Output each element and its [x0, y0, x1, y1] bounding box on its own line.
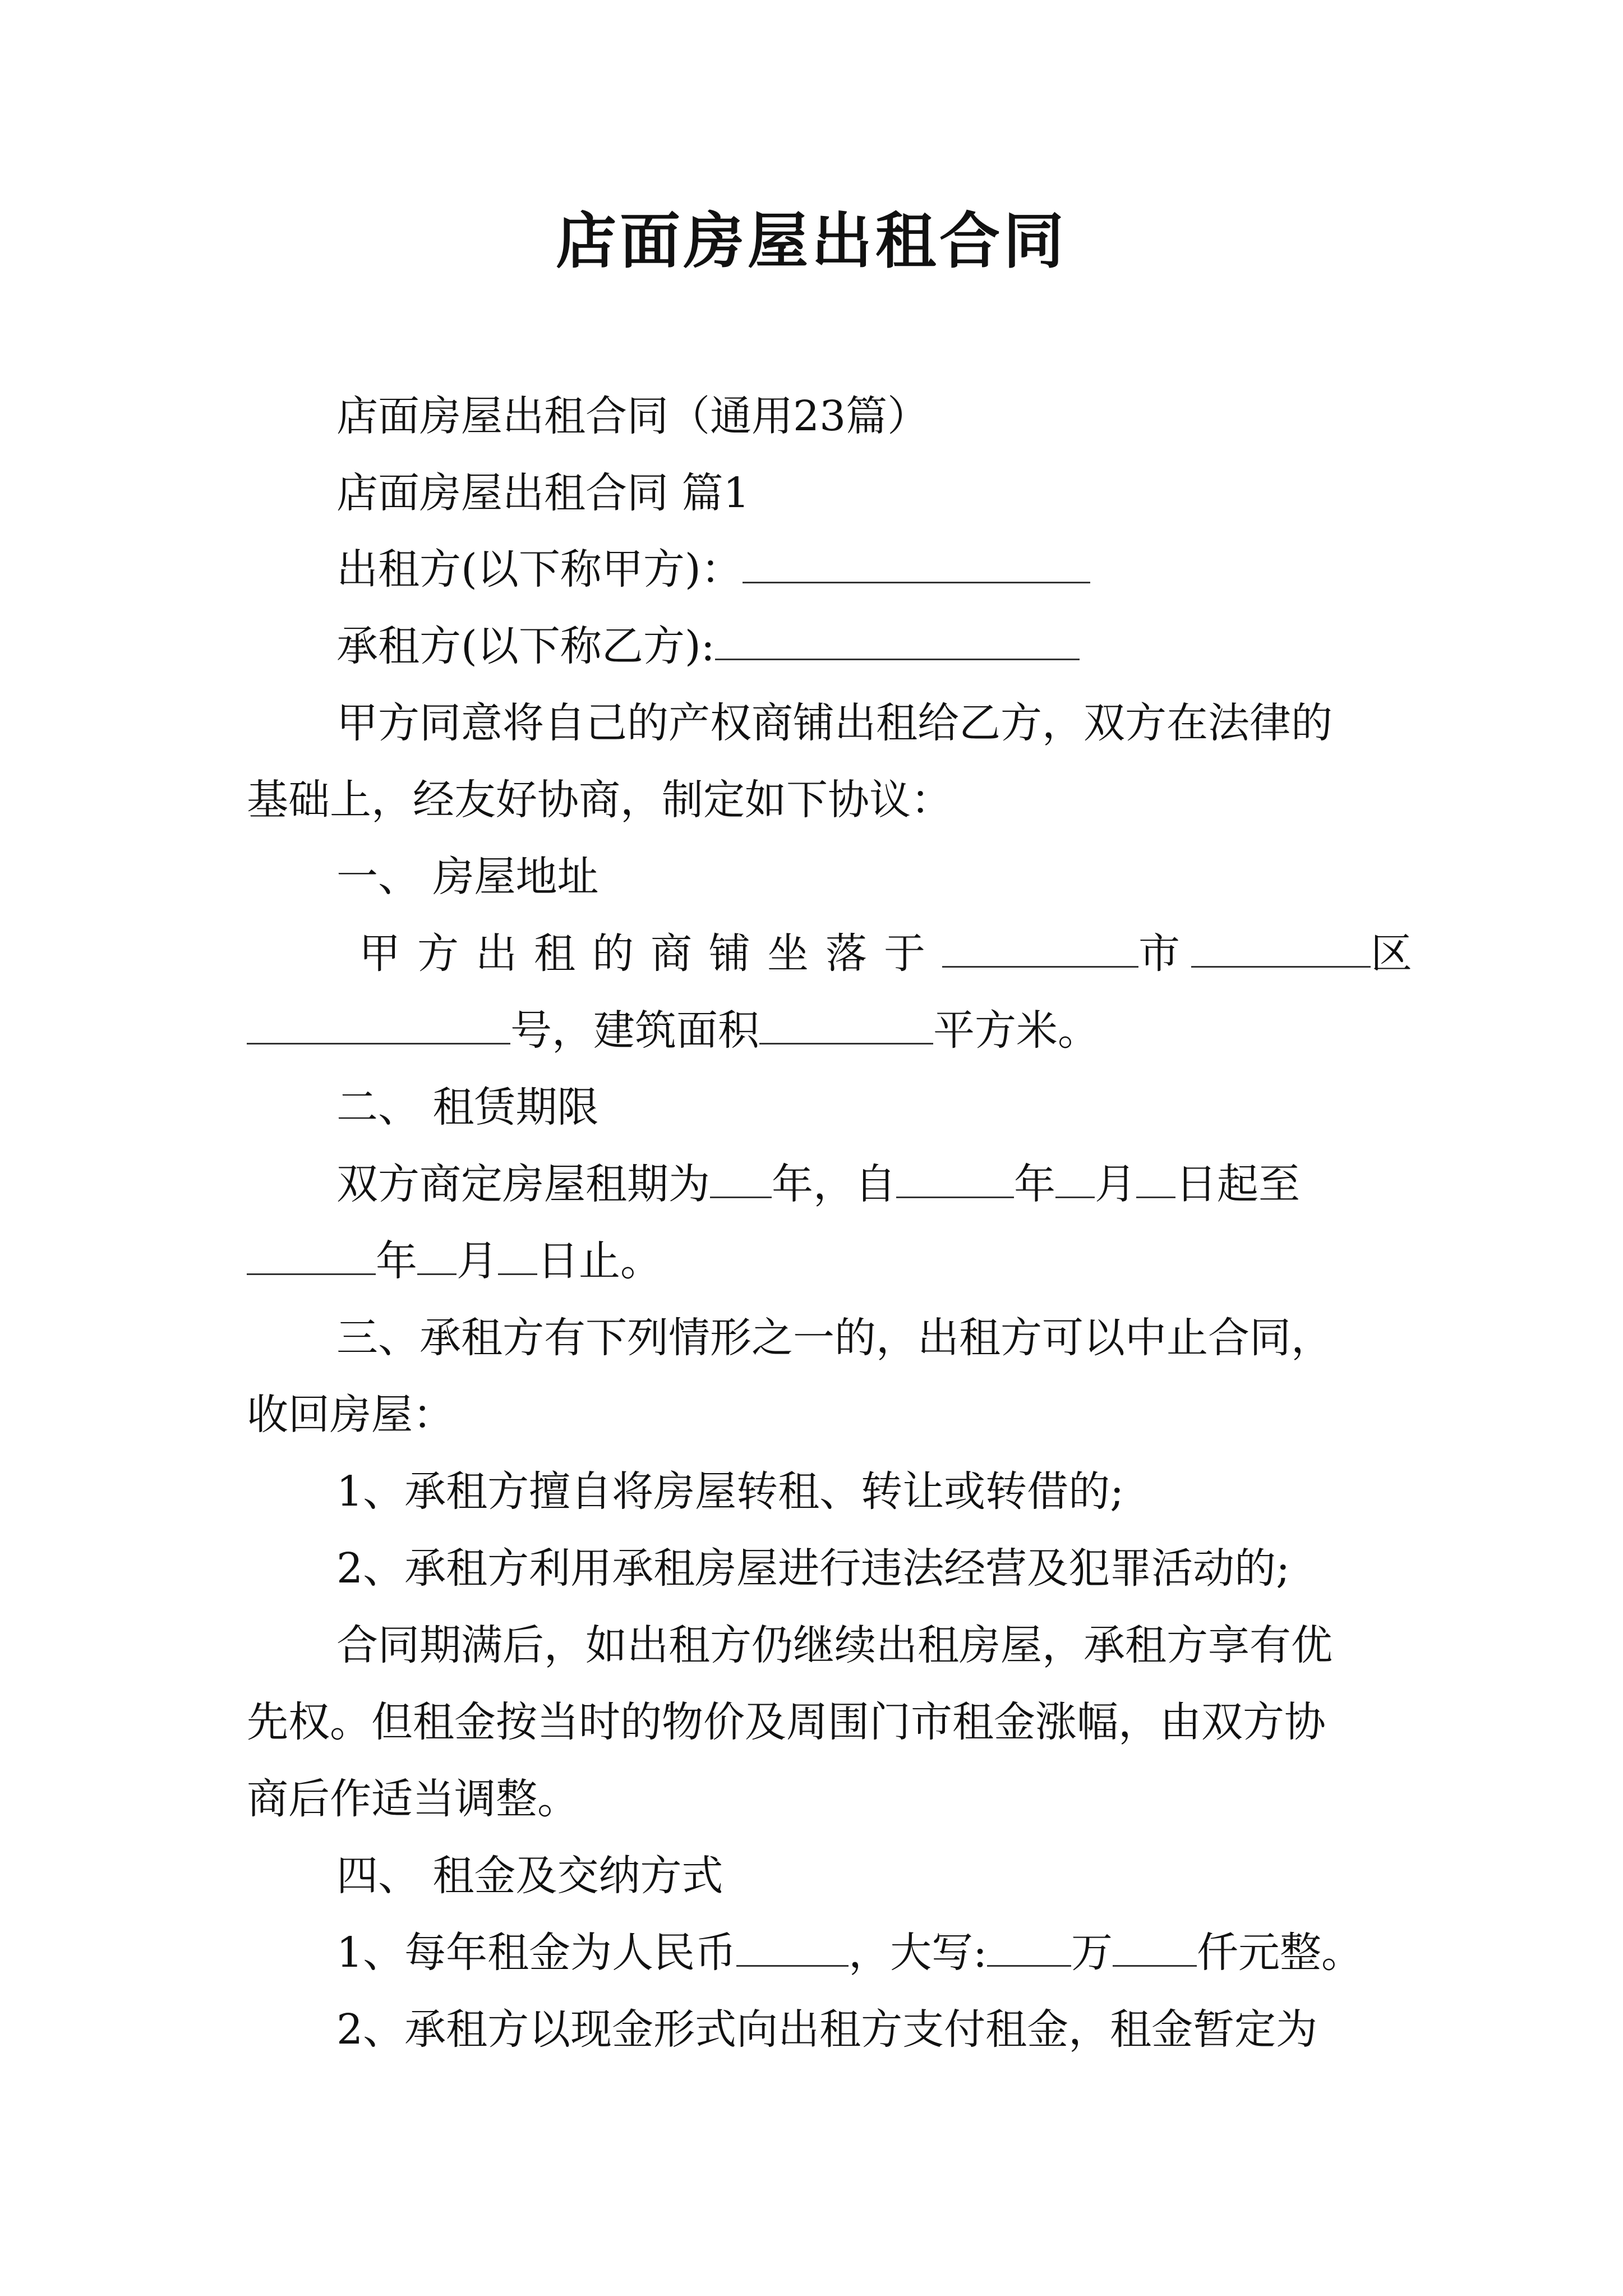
section-4-item-1 [336, 1922, 1363, 1984]
intro-line-1: 甲方同意将自己的产权商铺出租给乙方，双方在法律的 [336, 699, 1332, 747]
section-4-item-2: 2、承租方以现金形式向出租方支付租金，租金暂定为 [336, 2005, 1318, 2054]
rent-qian-label: 仟元整。 [1197, 1929, 1363, 1977]
section-2-term-line [336, 1153, 1300, 1215]
city-label: 市 [1138, 930, 1180, 978]
section-3-note-3: 商后作适当调整。 [247, 1775, 579, 1823]
rent-amount-blank [736, 1926, 849, 1967]
term-text: 双方商定房屋租期为 [336, 1160, 710, 1208]
end-year-blank [247, 1234, 376, 1275]
rent-wan-blank [987, 1926, 1071, 1967]
document-title: 店面房屋出租合同 [555, 206, 1067, 277]
lessor-blank [743, 542, 1090, 583]
number-blank [247, 1004, 510, 1045]
end-month-label: 月 [457, 1237, 498, 1285]
start-month-blank [1055, 1157, 1095, 1198]
section-2-heading: 二、 租赁期限 [336, 1083, 599, 1131]
rent-wan-label: 万 [1071, 1929, 1113, 1977]
term-years-blank [710, 1157, 772, 1198]
start-day-blank [1136, 1157, 1175, 1198]
section-3-note-2: 先权。但租金按当时的物价及周围门市租金涨幅，由双方协 [247, 1698, 1326, 1746]
district-label: 区 [1371, 930, 1412, 978]
start-year-blank [896, 1157, 1014, 1198]
rent-text: 1、每年租金为人民币 [336, 1929, 737, 1977]
section-4-heading: 四、 租金及交纳方式 [336, 1852, 723, 1900]
section-1-area-line [247, 1000, 1099, 1061]
lessor-label: 出租方(以下称甲方)： [336, 545, 743, 593]
area-blank [759, 1004, 933, 1045]
district-blank [1191, 927, 1371, 968]
end-day-label: 日止。 [537, 1237, 662, 1285]
lessee-label: 承租方(以下称乙方): [336, 622, 715, 670]
section-1-heading: 一、 房屋地址 [336, 853, 599, 901]
section-3-heading-2: 收回房屋： [247, 1391, 454, 1439]
term-from: 年，自 [772, 1160, 896, 1208]
section-1-address-line [359, 923, 1412, 984]
start-year-label: 年 [1014, 1160, 1055, 1208]
city-blank [942, 927, 1138, 968]
lessee-line [336, 615, 1080, 677]
end-month-blank [417, 1234, 457, 1275]
chapter-heading: 店面房屋出租合同 篇1 [336, 469, 750, 517]
rent-qian-blank [1113, 1926, 1197, 1967]
address-text: 甲方出租的商铺坐落于 [359, 930, 942, 978]
document-subtitle: 店面房屋出租合同（通用23篇） [336, 392, 929, 440]
section-3-note-1: 合同期满后，如出租方仍继续出租房屋，承租方享有优 [336, 1621, 1332, 1669]
rent-capital-label: ，大写: [849, 1929, 988, 1977]
number-label: 号，建筑面积 [510, 1006, 759, 1055]
section-2-end-line [247, 1230, 662, 1292]
area-unit: 平方米。 [933, 1006, 1099, 1055]
start-month-label: 月 [1095, 1160, 1136, 1208]
section-3-item-2: 2、承租方利用承租房屋进行违法经营及犯罪活动的; [336, 1544, 1290, 1593]
section-3-heading-1: 三、承租方有下列情形之一的，出租方可以中止合同， [336, 1314, 1332, 1362]
start-day-label: 日起至 [1175, 1160, 1300, 1208]
intro-line-2: 基础上，经友好协商，制定如下协议： [247, 776, 952, 824]
end-day-blank [498, 1234, 537, 1275]
lessee-blank [715, 619, 1080, 660]
section-3-item-1: 1、承租方擅自将房屋转租、转让或转借的; [336, 1467, 1124, 1516]
lessor-line [336, 539, 1090, 600]
end-year-label: 年 [376, 1237, 417, 1285]
